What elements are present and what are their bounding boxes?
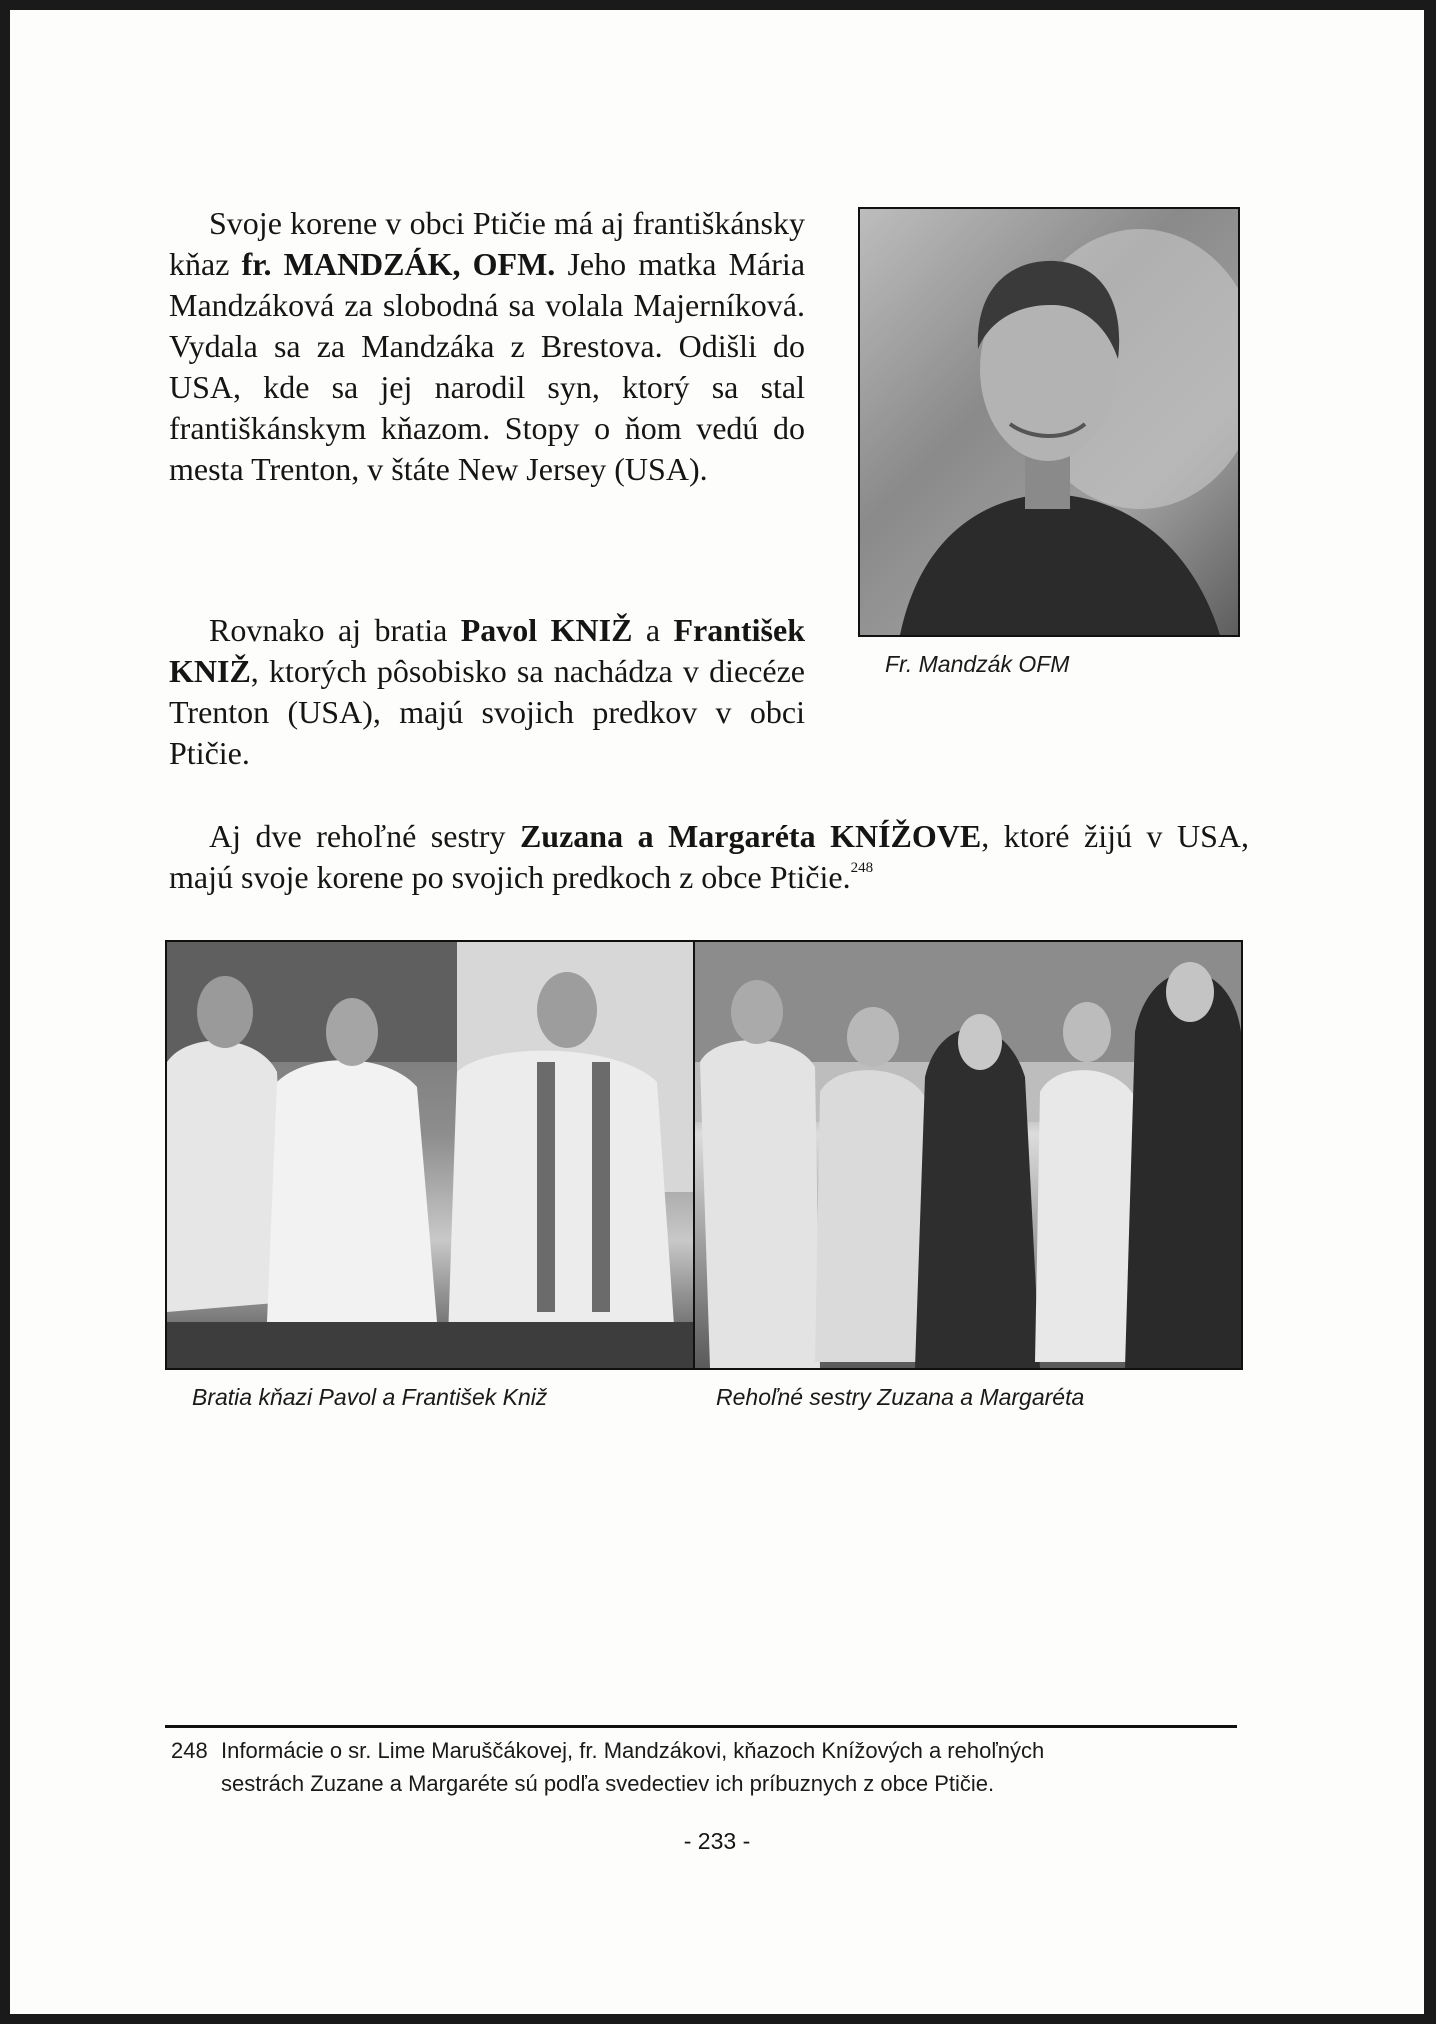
footnote-divider: [165, 1725, 1237, 1728]
sisters-photo: [693, 940, 1243, 1370]
sisters-caption: Rehoľné sestry Zuzana a Margaréta: [716, 1384, 1085, 1410]
book-page: [10, 10, 1424, 2014]
footnote-number: 248: [171, 1738, 208, 1763]
footnote-line-2: sestrách Zuzane a Margaréte sú podľa svedectiev ich príbuznych z obce Ptičie.: [221, 1771, 995, 1796]
name-pavol-kniz: Pavol KNIŽ: [460, 612, 633, 648]
portrait-photo: [858, 207, 1240, 637]
portrait-caption: Fr. Mandzák OFM: [885, 651, 1070, 677]
page-number: - 233 -: [683, 1828, 751, 1854]
footnote-line-1: Informácie o sr. Lime Maruščákovej, fr. Mandzákovi, kňazoch Knížových a rehoľných: [221, 1738, 1045, 1763]
footnote: [171, 1734, 1241, 1800]
name-mandzak: fr. MANDZÁK, OFM.: [241, 246, 556, 282]
paragraph-kniz-brothers: Rovnako aj bratia Pavol KNIŽ a František KNIŽ, ktorých pôsobisko sa nachádza v diecéze Trenton (USA), majú svojich predkov v obci Ptičie.: [169, 612, 805, 771]
name-frantisek-kniz: František KNIŽ: [169, 612, 805, 689]
priests-photo-image: [167, 942, 693, 1368]
paragraph-kniz-sisters: Aj dve rehoľné sestry Zuzana a Margaréta KNÍŽOVE, ktoré žijú v USA, majú svoje korene po svojich predkoch z obce Ptičie.$^{248}$: [169, 818, 1250, 895]
sisters-photo-image: [695, 942, 1241, 1368]
priests-photo: [165, 940, 695, 1370]
priests-caption: Bratia kňazi Pavol a František Kniž: [192, 1384, 548, 1410]
portrait-photo-image: [860, 209, 1238, 635]
paragraph-mandzak: Svoje korene v obci Ptičie má aj františkánsky kňaz fr. MANDZÁK, OFM. Jeho matka Mária Mandzáková za slobodná sa volala Majerníková. Vydala sa za Mandzáka z Brestova. Odišli do USA, kde sa jej narodil syn, ktorý sa stal františkánskym kňazom. Stopy o ňom vedú do mesta Trenton, v štáte New Jersey (USA).: [169, 205, 806, 487]
name-kniz-sisters: Zuzana a Margaréta KNÍŽOVE: [519, 818, 982, 854]
footnote-reference[interactable]: 248: [850, 860, 874, 876]
